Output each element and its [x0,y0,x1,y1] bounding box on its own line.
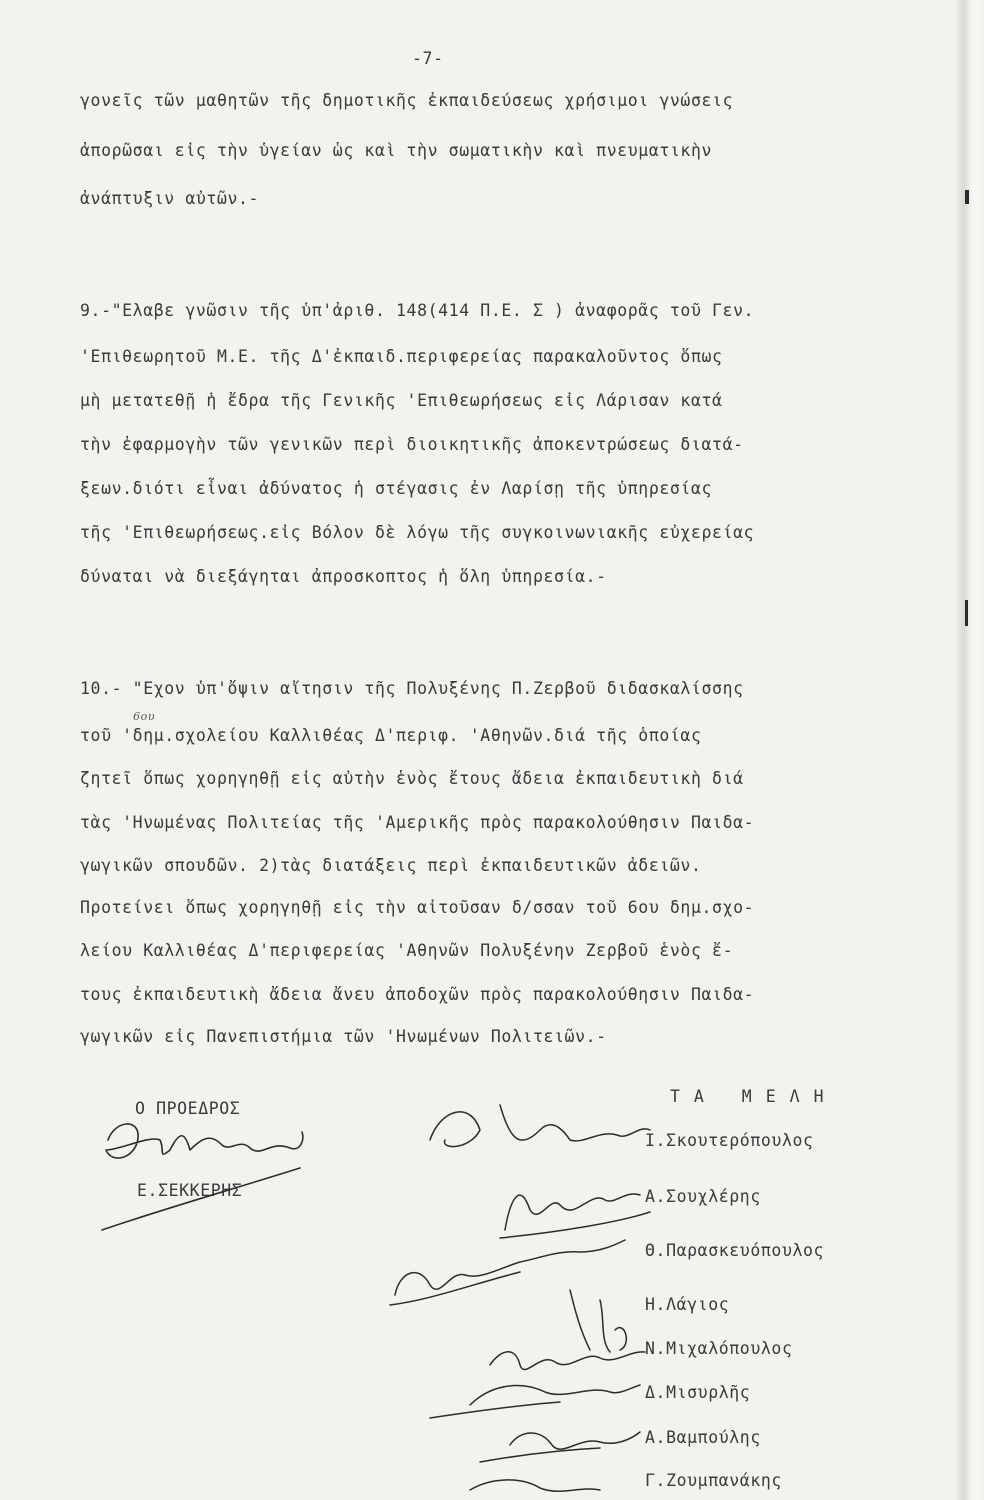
text-line: μὴ μετατεθῇ ἡ ἔδρα τῆς Γενικῆς 'Επιθεωρήσεως εἰς Λάρισαν κατά [80,391,723,410]
text-line: 9.-"Ελαβε γνῶσιν τῆς ὑπ'ἀριθ. 148(414 Π.Ε. Σ ) ἀναφορᾶς τοῦ Γεν. [80,301,755,320]
text-line: τὴν ἐφαρμογὴν τῶν γενικῶν περὶ διοικητικῆς ἀποκεντρώσεως διατά- [80,435,744,454]
president-signature [102,1124,303,1230]
member-signature [390,1105,650,1491]
text-line: τῆς 'Επιθεωρήσεως.εἰς Βόλον δὲ λόγω τῆς συγκοινωνιακῆς εὐχερείας [80,523,755,542]
text-line: ξεων.διότι εἶναι ἀδύνατος ἡ στέγασις ἐν Λαρίσῃ τῆς ὑπηρεσίας [80,479,713,498]
text-line: τους ἐκπαιδευτικὴ ἄδεια ἄνευ ἀποδοχῶν πρὸς παρακολούθησιν Παιδα- [80,985,755,1004]
text-line: τοῦ 'δημ.σχολείου Καλλιθέας Δ'περιφ. 'Αθηνῶν.διά τῆς ὁποίας [80,726,702,745]
text-line: λείου Καλλιθέας Δ'περιφερείας 'Αθηνῶν Πολυξένην Ζερβοῦ ἑνὸς ἔ- [80,941,734,960]
text-line: ἀπορῶσαι εἰς τὴν ὑγείαν ὡς καὶ τὴν σωματικὴν καὶ πνευματικὴν [80,141,713,160]
text-line: τὰς 'Ηνωμένας Πολιτείας τῆς 'Αμερικῆς πρὸς παρακολούθησιν Παιδα- [80,813,755,832]
president-title: Ο ΠΡΟΕΔΡΟΣ [135,1099,241,1118]
member-name: Θ.Παρασκευόπουλος [645,1241,825,1260]
handwritten-note: 6ου [133,710,156,723]
member-name: Γ.Ζουμπανάκης [645,1471,782,1490]
member-name: Α.Βαμπούλης [645,1428,761,1447]
president-name: Ε.ΣΕΚΚΕΡΗΣ [137,1181,243,1200]
member-name: Η.Λάγιος [645,1295,730,1314]
member-name: Α.Σουχλέρης [645,1187,761,1206]
text-line: 10.- "Εχον ὑπ'ὄψιν αἴτησιν τῆς Πολυξένης Π.Ζερβοῦ διδασκαλίσσης [80,679,744,698]
text-line: Προτείνει ὅπως χορηγηθῇ εἰς τὴν αἰτοῦσαν δ/σσαν τοῦ 6ου δημ.σχο- [80,898,755,917]
member-name: Δ.Μισυρλῆς [645,1383,751,1402]
text-line: ἀνάπτυξιν αὐτῶν.- [80,189,260,208]
text-line: γωγικῶν εἰς Πανεπιστήμια τῶν 'Ηνωμένων Πολιτειῶν.- [80,1027,607,1046]
text-line: γωγικῶν σπουδῶν. 2)τὰς διατάξεις περὶ ἐκπαιδευτικῶν ἀδειῶν. [80,856,702,875]
text-line: δύναται νὰ διεξάγηται ἀπροσκοπτος ἡ ὅλη ὑπηρεσία.- [80,567,607,586]
text-line: γονεῖς τῶν μαθητῶν τῆς δημοτικῆς ἐκπαιδεύσεως χρήσιμοι γνώσεις [80,91,734,110]
member-name: Ι.Σκουτερόπουλος [645,1131,814,1150]
members-title: ΤΑ ΜΕΛΗ [670,1087,838,1106]
text-line: ζητεῖ ὅπως χορηγηθῇ εἰς αὐτὴν ἑνὸς ἔτους ἄδεια ἐκπαιδευτικὴ διά [80,769,744,788]
text-line: 'Επιθεωρητοῦ Μ.Ε. τῆς Δ'ἐκπαιδ.περιφερείας παρακαλοῦντος ὅπως [80,347,723,366]
page-number: -7- [412,49,444,68]
member-name: Ν.Μιχαλόπουλος [645,1339,793,1358]
